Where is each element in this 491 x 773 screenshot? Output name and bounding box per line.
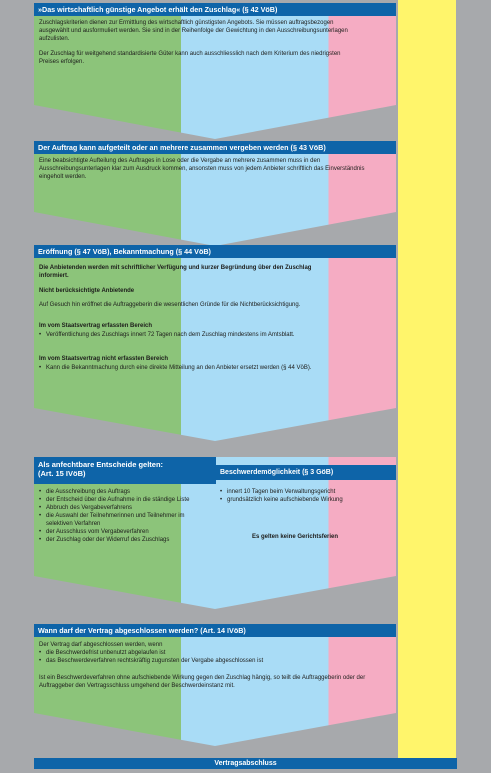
section-5-outro: Ist ein Beschwerdeverfahren ohne aufschiebende Wirkung gegen den Zuschlag hängig, so teilt die Auftraggeberin oder der Auftraggeber den Vertragsschluss umgehend der Beschwerdeinstanz mit. <box>39 675 366 689</box>
section-4-right-list <box>220 488 390 504</box>
list-item: • die Auswahl der Teilnehmerinnen und Teilnehmer im selektiven Verfahren <box>39 512 209 528</box>
final-step-bar: Vertragsabschluss <box>34 758 457 769</box>
section-4-right-title: Beschwerdemöglichkeit (§ 3 GöB) <box>216 465 396 480</box>
section-5-intro: Der Vertrag darf abgeschlossen werden, wenn <box>39 642 163 648</box>
list-item: • Abbruch des Vergabeverfahrens <box>39 504 209 512</box>
list-item: • das Beschwerdeverfahren rechtskräftig zugunsten der Vergabe abgeschlossen ist <box>39 657 389 665</box>
list-item: • die Beschwerdefrist unbenutzt abgelaufen ist <box>39 649 389 657</box>
section-3-intro: Die Anbietenden werden mit schriftlicher Verfügung und kurzer Begründung über den Zuschlag informiert. <box>39 265 312 279</box>
section-1-paragraph-1: Zuschlagskriterien dienen zur Ermittlung des wirtschaftlich günstigsten Angebots. Sie müssen auftragsbezogen ausgewählt und ausformuliert werden. Sie sind in der Reihenfolge der Gewichtung in den Ausschreibungsunterlagen aufzulisten. <box>39 20 348 42</box>
list-item: • der Ausschluss vom Vergabeverfahren <box>39 528 209 536</box>
section-3-sub2-heading: Im vom Staatsvertrag erfassten Bereich <box>39 323 153 329</box>
list-item: • innert 10 Tagen beim Verwaltungsgericht <box>220 488 390 496</box>
section-3-sub3-heading: Im vom Staatsvertrag nicht erfassten Bereich <box>39 356 169 362</box>
list-item: • der Entscheid über die Aufnahme in die ständige Liste <box>39 496 209 504</box>
list-item: • Veröffentlichung des Zuschlags innert 72 Tagen nach dem Zuschlag mindestens im Amtsblatt. <box>39 331 391 339</box>
section-3-title: Eröffnung (§ 47 VöB), Bekanntmachung (§ 44 VöB) <box>34 245 396 258</box>
yellow-side-bar <box>398 0 456 758</box>
section-3-sub3-list <box>39 364 391 372</box>
section-2-title: Der Auftrag kann aufgeteilt oder an mehrere zusammen vergeben werden (§ 43 VöB) <box>34 141 396 154</box>
section-2-body <box>39 157 389 188</box>
section-5-list <box>39 649 389 665</box>
section-3-body <box>39 264 391 372</box>
section-1-paragraph-2: Der Zuschlag für weitgehend standardisierte Güter kann auch ausschliesslich nach dem Kriterium des niedrigsten Preises erfolgen. <box>39 51 341 65</box>
section-4-right-body <box>220 488 390 504</box>
section-5-body <box>39 641 389 697</box>
section-4-left-list <box>39 488 209 544</box>
section-4-left-title <box>34 457 216 484</box>
list-item: • grundsätzlich keine aufschiebende Wirkung <box>220 496 390 504</box>
list-item: • die Ausschreibung des Auftrags <box>39 488 209 496</box>
section-2-paragraph-1: Eine beabsichtigte Aufteilung des Auftrages in Lose oder die Vergabe an mehrere zusammen muss in den Ausschreibungsunterlagen klar zum Ausdruck kommen, ansonsten muss von jedem Anbieter schriftlich das Einverständnis eingeholt werden. <box>39 158 365 180</box>
section-3-sub1-heading: Nicht berücksichtigte Anbietende <box>39 288 135 294</box>
list-item: • der Zuschlag oder der Widerruf des Zuschlags <box>39 536 209 544</box>
section-4-left-body <box>39 488 209 544</box>
section-4-left-title-line-2: (Art. 15 IVöB) <box>38 469 86 478</box>
section-3-sub1-text: Auf Gesuch hin eröffnet die Auftraggeberin die wesentlichen Gründe für die Nichtberücksichtigung. <box>39 302 301 308</box>
section-4-left-title-line-1: Als anfechtbare Entscheide gelten: <box>38 460 164 469</box>
section-4-note: Es gelten keine Gerichtsferien <box>252 534 339 540</box>
section-1-body <box>39 19 357 73</box>
list-item: • Kann die Bekanntmachung durch eine direkte Mitteilung an den Anbieter ersetzt werden (§ 44 VöB). <box>39 364 391 372</box>
section-5-title: Wann darf der Vertrag abgeschlossen werden? (Art. 14 IVöB) <box>34 624 396 637</box>
section-3-sub2-list <box>39 331 391 339</box>
section-1-title: »Das wirtschaftlich günstige Angebot erhält den Zuschlag« (§ 42 VöB) <box>34 3 396 16</box>
